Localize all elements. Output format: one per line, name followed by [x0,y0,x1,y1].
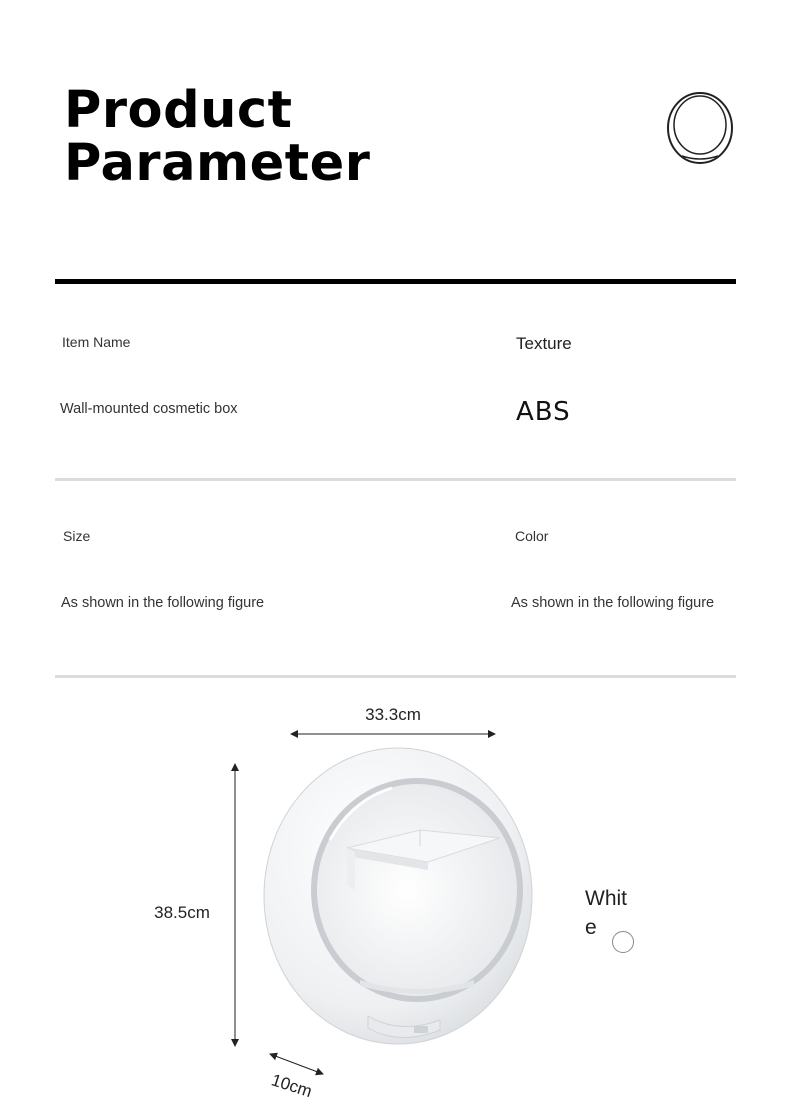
size-value: As shown in the following figure [61,595,265,611]
round-mirror-icon [664,90,736,170]
color-option-label: White [585,887,627,939]
header-divider [55,279,736,284]
item-name-value: Wall-mounted cosmetic box [60,401,238,417]
item-name-label: Item Name [62,334,131,350]
page-title [64,81,371,193]
texture-value: ABS [516,397,571,427]
cosmetic-box-illustration [264,748,532,1044]
row-divider-1 [55,478,736,481]
height-dimension-label: 38.5cm [154,903,210,922]
title-line-2: Parameter [64,134,371,193]
color-swatch-white[interactable] [612,931,634,953]
depth-dimension-label: 10cm [268,1070,315,1102]
color-label: Color [515,528,549,544]
width-dimension-label: 33.3cm [365,705,421,724]
size-label: Size [63,528,91,544]
title-line-1: Product [64,81,293,140]
row-divider-2 [55,675,736,678]
color-value: As shown in the following figure [511,595,715,611]
texture-label: Texture [516,334,572,353]
product-dimension-figure [0,690,790,1106]
